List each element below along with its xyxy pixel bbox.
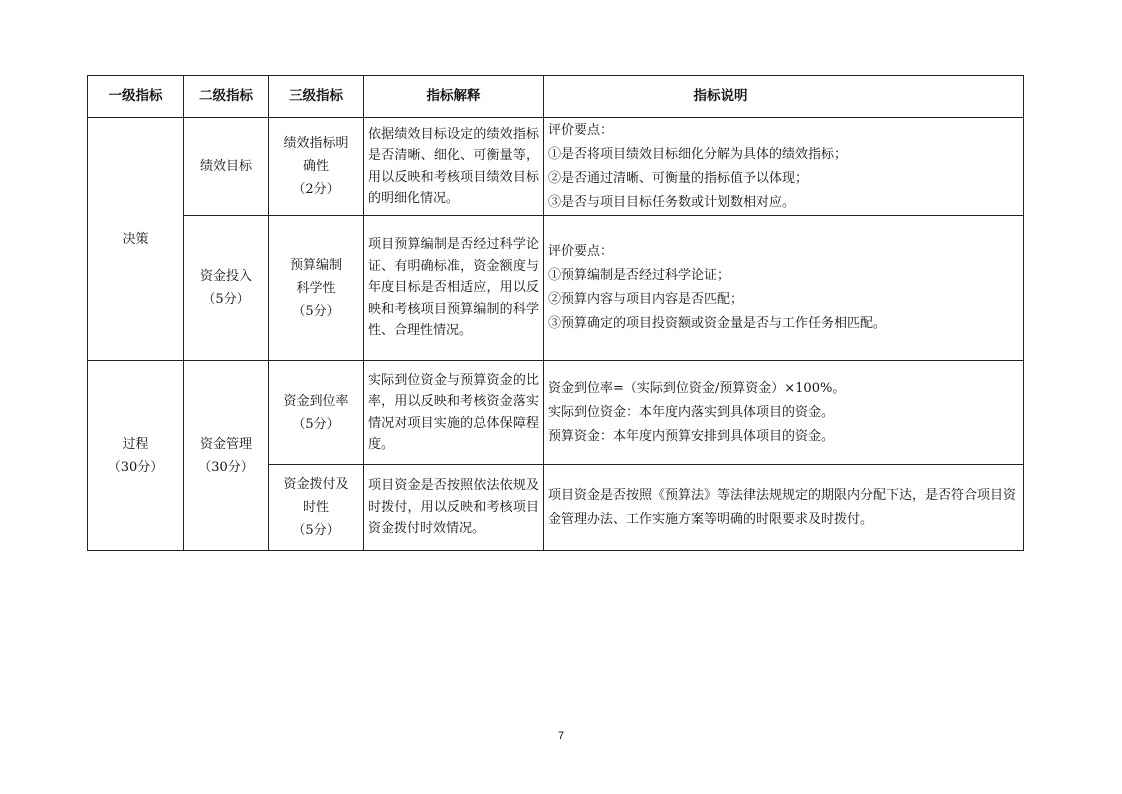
notes-cell	[544, 361, 1024, 465]
level3-text: 科学性	[296, 280, 336, 296]
level1-cell	[88, 118, 184, 361]
level2-score: （5分）	[202, 292, 250, 307]
header-level2: 二级指标	[184, 76, 269, 118]
notes-line: ①预算编制是否经过科学论证；	[548, 268, 731, 283]
header-level3: 三级指标	[269, 76, 364, 118]
notes-cell	[544, 465, 1024, 551]
notes-line: ②预算内容与项目内容是否匹配；	[548, 292, 744, 307]
explanation-cell: 实际到位资金与预算资金的比率，用以反映和考核资金落实情况对项目实施的总体保障程度。	[364, 361, 544, 465]
header-level1: 一级指标	[88, 76, 184, 118]
notes-line: ③预算确定的项目投资额或资金量是否与工作任务相匹配。	[548, 316, 887, 331]
notes-line: 资金到位率=（实际到位资金/预算资金）×100%。	[548, 380, 846, 396]
indicator-table	[87, 75, 1024, 551]
level1-text: 过程	[122, 436, 149, 452]
notes-line: ③是否与项目目标任务数或计划数相对应。	[548, 194, 796, 210]
table-row	[88, 118, 1024, 216]
page-number: 7	[557, 730, 565, 742]
notes-cell	[544, 216, 1024, 361]
notes-cell	[544, 118, 1024, 216]
notes-line: ①是否将项目绩效目标细化分解为具体的绩效指标；	[548, 146, 848, 162]
level2-cell	[184, 361, 269, 551]
table-header-row	[88, 76, 1024, 118]
level3-score: （5分）	[292, 523, 340, 538]
notes-line: 预算资金：本年度内预算安排到具体项目的资金。	[548, 428, 835, 444]
level3-text: 资金到位率	[283, 393, 349, 409]
level2-score: （30分）	[198, 459, 254, 475]
level3-cell	[269, 465, 364, 551]
header-notes: 指标说明	[544, 76, 1024, 118]
level2-text: 资金管理	[199, 436, 252, 452]
level3-cell	[269, 216, 364, 361]
level3-text: 预算编制	[289, 257, 342, 273]
level2-text: 绩效目标	[199, 159, 252, 174]
notes-line: ②是否通过清晰、可衡量的指标值予以体现；	[548, 170, 809, 186]
level1-cell	[88, 361, 184, 551]
level2-cell	[184, 216, 269, 361]
explanation-cell: 项目资金是否按照依法依规及时拨付，用以反映和考核项目资金拨付时效情况。	[364, 465, 544, 551]
explanation-cell: 项目预算编制是否经过科学论证、有明确标准，资金额度与年度目标是否相适应，用以反映和考核项目预算编制的科学性、合理性情况。	[364, 216, 544, 361]
level3-text: 时性	[302, 500, 329, 515]
level3-text: 资金拨付及	[283, 477, 349, 492]
notes-line: 实际到位资金：本年度内落实到具体项目的资金。	[548, 404, 835, 420]
level2-text: 资金投入	[199, 269, 252, 284]
level3-text: 确性	[302, 159, 329, 174]
notes-line: 项目资金是否按照《预算法》等法律法规规定的期限内分配下达，是否符合项目资金管理办法、工作实施方案等明确的时限要求及时拨付。	[548, 487, 1017, 527]
header-explanation: 指标解释	[364, 76, 544, 118]
level3-score: （5分）	[292, 303, 340, 319]
explanation-cell: 依据绩效目标设定的绩效指标是否清晰、细化、可衡量等，用以反映和考核项目绩效目标的明细化情况。	[364, 118, 544, 216]
level3-score: （2分）	[292, 182, 340, 197]
level3-score: （5分）	[292, 416, 340, 432]
table-row	[88, 361, 1024, 465]
level3-cell	[269, 361, 364, 465]
level3-cell	[269, 118, 364, 216]
level2-cell	[184, 118, 269, 216]
notes-line: 评价要点：	[548, 122, 614, 138]
level1-text: 决策	[122, 231, 149, 247]
notes-line: 评价要点：	[548, 244, 614, 259]
table-row	[88, 216, 1024, 361]
level1-score: （30分）	[107, 459, 164, 475]
level3-text: 绩效指标明	[283, 136, 349, 151]
